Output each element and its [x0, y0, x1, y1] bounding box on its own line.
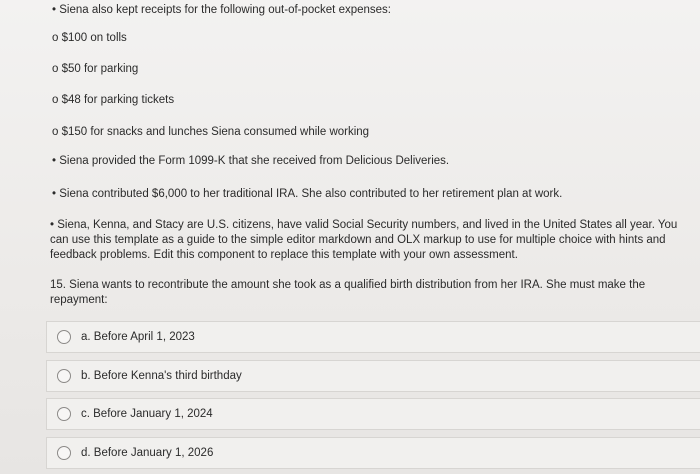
receipts-intro-text: • Siena also kept receipts for the following out-of-pocket expenses: — [52, 4, 391, 16]
choice-option-b[interactable] — [46, 360, 700, 392]
citizens-text: • Siena, Kenna, and Stacy are U.S. citizens, have valid Social Security numbers, and lived in the United States all year. You can use this template as a guide to the simple editor markdown and OLX markup to use for multiple choice with hints and feedback problems. Edit this component to replace this template with your own assessment. — [50, 219, 678, 261]
radio-button[interactable] — [57, 446, 71, 460]
form-1099k-text: • Siena provided the Form 1099-K that she received from Delicious Deliveries. — [52, 155, 450, 167]
radio-button[interactable] — [57, 330, 71, 344]
expense-item: o $150 for snacks and lunches Siena consumed while working — [52, 126, 370, 138]
expense-item: o $100 on tolls — [52, 32, 127, 44]
ira-text: • Siena contributed $6,000 to her traditional IRA. She also contributed to her retirement plan at work. — [52, 188, 563, 200]
radio-button[interactable] — [57, 407, 71, 421]
choice-label: c. Before January 1, 2024 — [81, 408, 213, 420]
choice-label: a. Before April 1, 2023 — [81, 331, 195, 343]
expense-item: o $50 for parking — [52, 63, 139, 75]
expense-item: o $48 for parking tickets — [52, 94, 175, 106]
choice-option-c[interactable] — [46, 398, 700, 430]
choice-option-a[interactable] — [46, 321, 700, 353]
choice-label: d. Before January 1, 2026 — [81, 447, 214, 459]
question-text: 15. Siena wants to recontribute the amount she took as a qualified birth distribution from her IRA. She must make the repayment: — [50, 279, 646, 306]
choice-label: b. Before Kenna's third birthday — [81, 370, 242, 382]
radio-button[interactable] — [57, 369, 71, 383]
choice-option-d[interactable] — [46, 437, 700, 469]
